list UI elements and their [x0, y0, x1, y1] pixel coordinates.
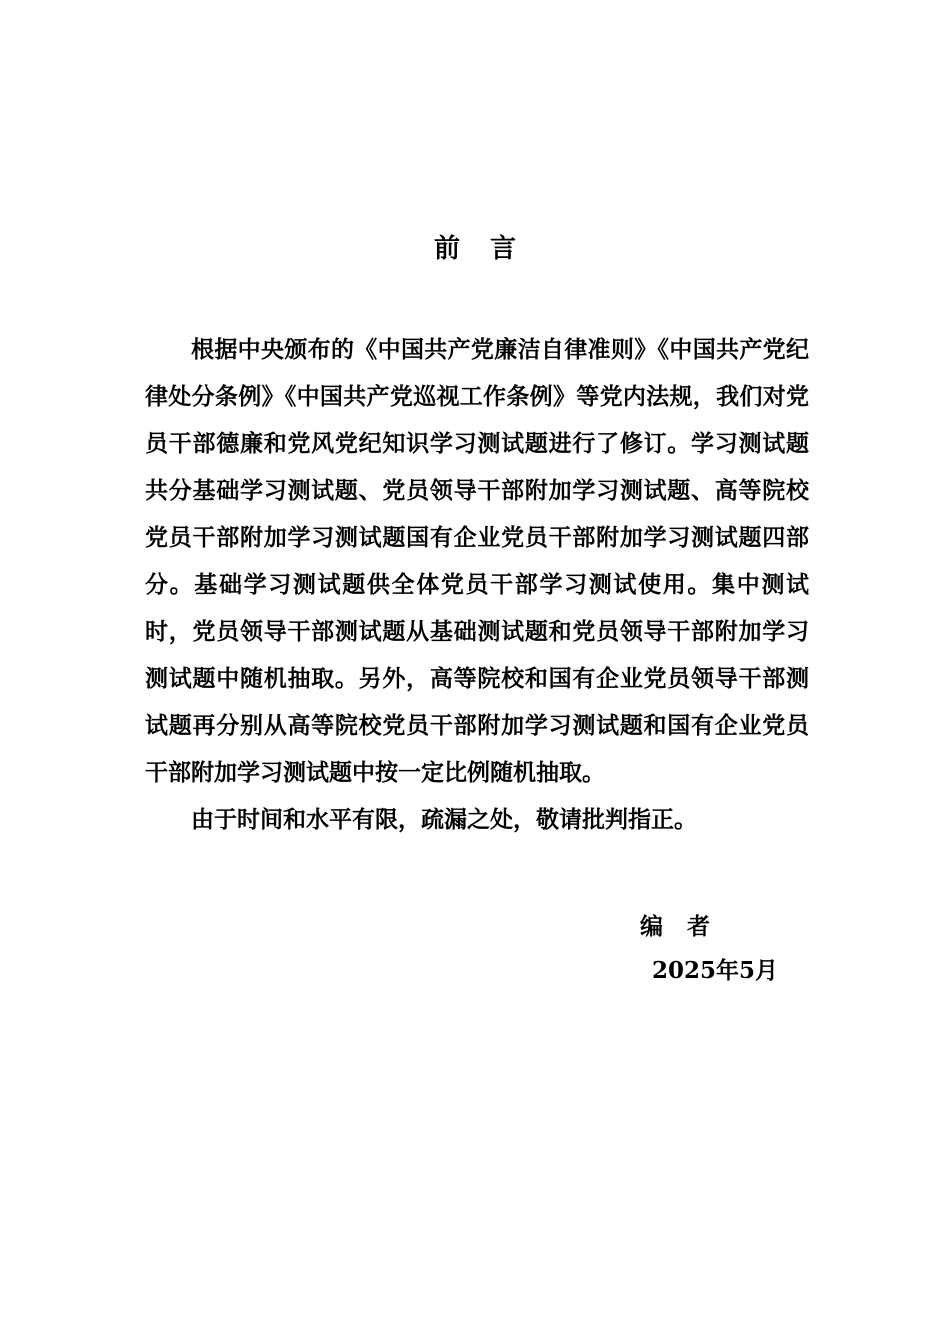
document-body — [145, 326, 809, 843]
signature: 编者 — [640, 913, 734, 940]
date: 2025年5月 — [652, 957, 779, 984]
paragraph-closing: 由于时间和水平有限，疏漏之处，敬请批判指正。 — [191, 806, 697, 833]
page-title: 前言 — [433, 234, 546, 264]
paragraph-main: 根据中央颁布的《中国共产党廉洁自律准则》《中国共产党纪律处分条例》《中国共产党巡视工作条例》等党内法规，我们对党员干部德廉和党风党纪知识学习测试题进行了修订。学习测试题共分基础学习测试题、党员领导干部附加学习测试题、高等院校党员干部附加学习测试题国有企业党员干部附加学习测试题四部分。基础学习测试题供全体党员干部学习测试使用。集中测试时，党员领导干部测试题从基础测试题和党员领导干部附加学习测试题中随机抽取。另外，高等院校和国有企业党员领导干部测试题再分别从高等院校党员干部附加学习测试题和国有企业党员干部附加学习测试题中按一定比例随机抽取。 — [145, 336, 809, 786]
